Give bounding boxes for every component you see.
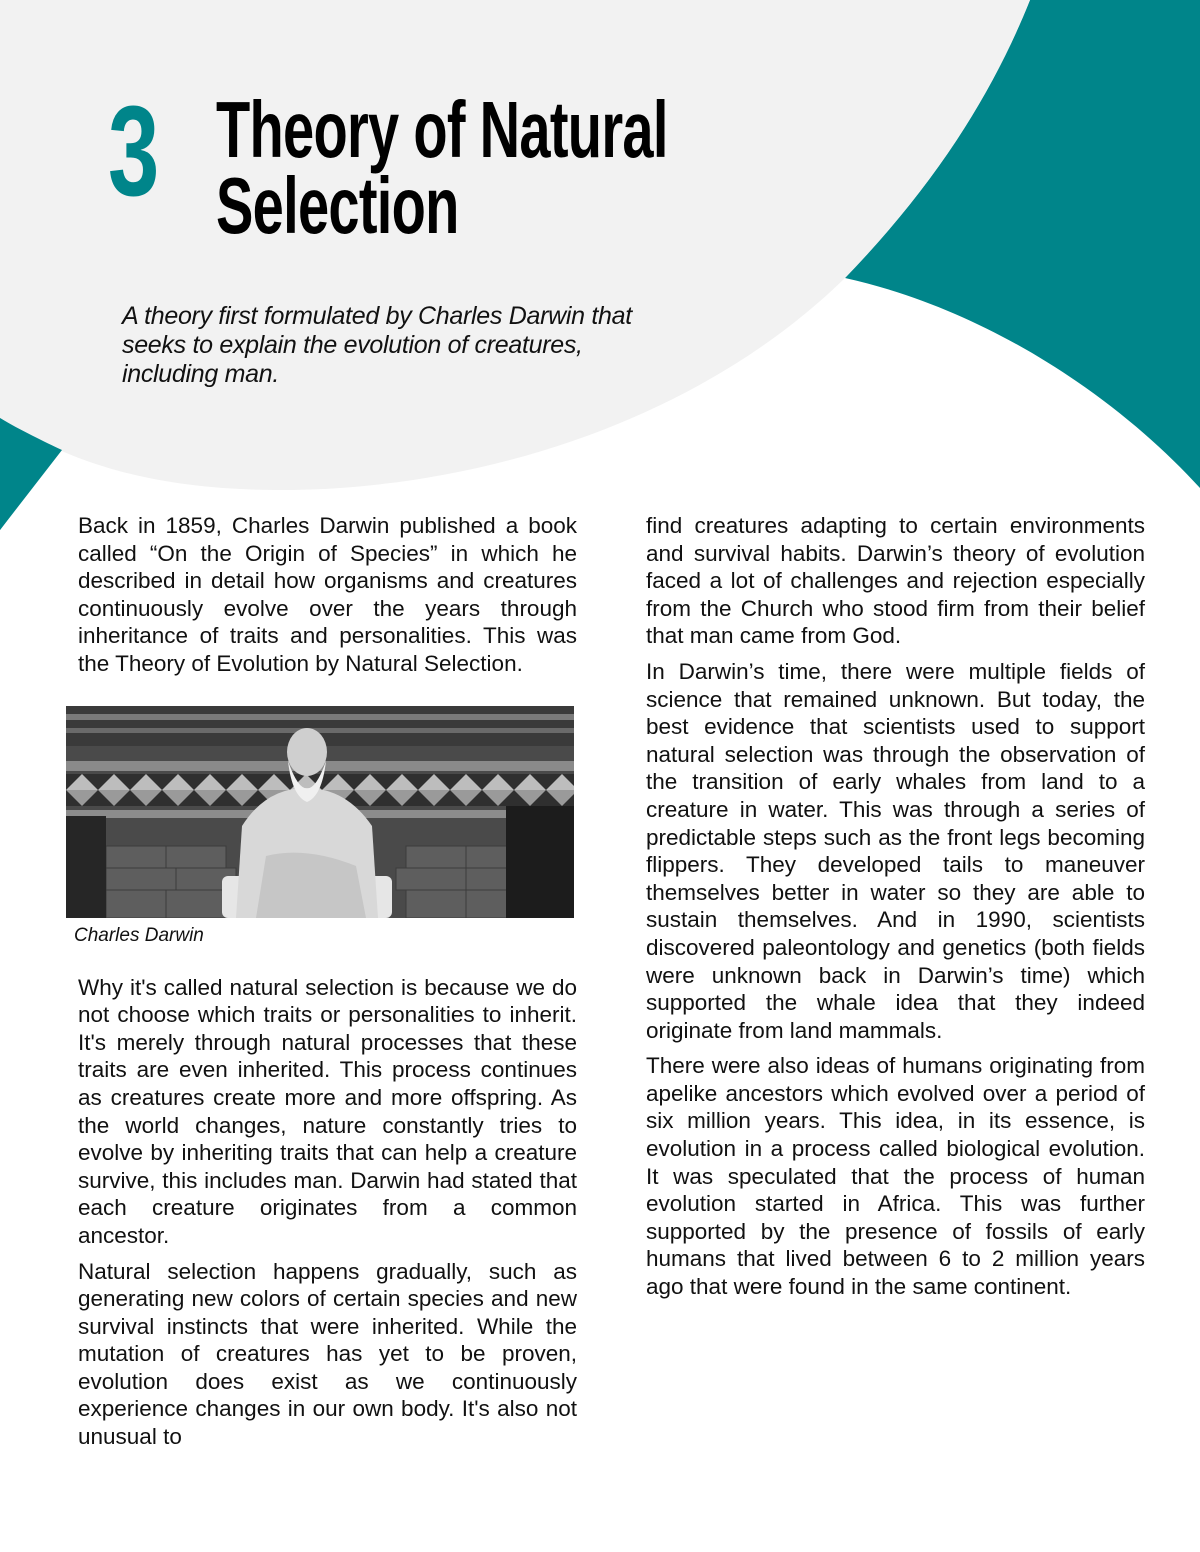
paragraph: Natural selection happens gradually, such as generating new colors of certain species and new survival instincts that were inherited. While the mutation of creatures has yet to be proven, evolution does exist as we continuously experience changes in our own body. It's also not unusual to [78, 1258, 577, 1450]
photo-caption: Charles Darwin [74, 924, 204, 946]
page-title [216, 85, 846, 250]
title-line-1: Theory of Natural [216, 85, 668, 174]
title-line-2: Selection [216, 161, 459, 250]
paragraph: Why it's called natural selection is because we do not choose which traits or personalities to inherit. It's merely through natural processes that these traits are even inherited. This process continues as creatures create more and more offspring. As the world changes, nature constantly tries to evolve by inheriting traits that can help a creature survive, this includes man. Darwin had stated that each creature originates from a common ancestor. [78, 974, 577, 1248]
chapter-header [0, 0, 1200, 500]
chapter-number: 3 [108, 80, 158, 223]
right-column [646, 512, 1145, 1309]
paragraph: Back in 1859, Charles Darwin published a book called “On the Origin of Species” in which he described in detail how organisms and creatures continuously evolve over the years through inheritance of traits and personalities. This was the Theory of Evolution by Natural Selection. [78, 513, 577, 676]
left-column [74, 512, 577, 1459]
paragraph: There were also ideas of humans originating from apelike ancestors which evolved over a period of six million years. This idea, in its essence, is evolution in a process called biological evolution. It was speculated that the process of human evolution started in Africa. This was further supported by the presence of fossils of early humans that lived between 6 to 2 million years ago that were found in the same continent. [646, 1053, 1145, 1300]
paragraph: In Darwin’s time, there were multiple fields of science that remained unknown. But today, the best evidence that scientists used to support natural selection was through the observation of the transition of early whales from land to a creature in water. This was through a series of predictable steps such as the front legs becoming flippers. They developed tails to maneuver themselves better in water so they are able to sustain themselves. And in 1990, scientists discovered paleontology and genetics (both fields were unknown back in Darwin’s time) which supported the whale idea that they indeed originate from land mammals. [646, 658, 1145, 1043]
paragraph: find creatures adapting to certain environments and survival habits. Darwin’s theory of evolution faced a lot of challenges and rejection especially from the Church who stood firm from their belief that man came from God. [646, 513, 1145, 649]
darwin-figure [66, 706, 574, 948]
darwin-statue-photo [66, 706, 574, 918]
subtitle: A theory first formulated by Charles Darwin that seeks to explain the evolution of creatures, including man. [122, 302, 632, 388]
